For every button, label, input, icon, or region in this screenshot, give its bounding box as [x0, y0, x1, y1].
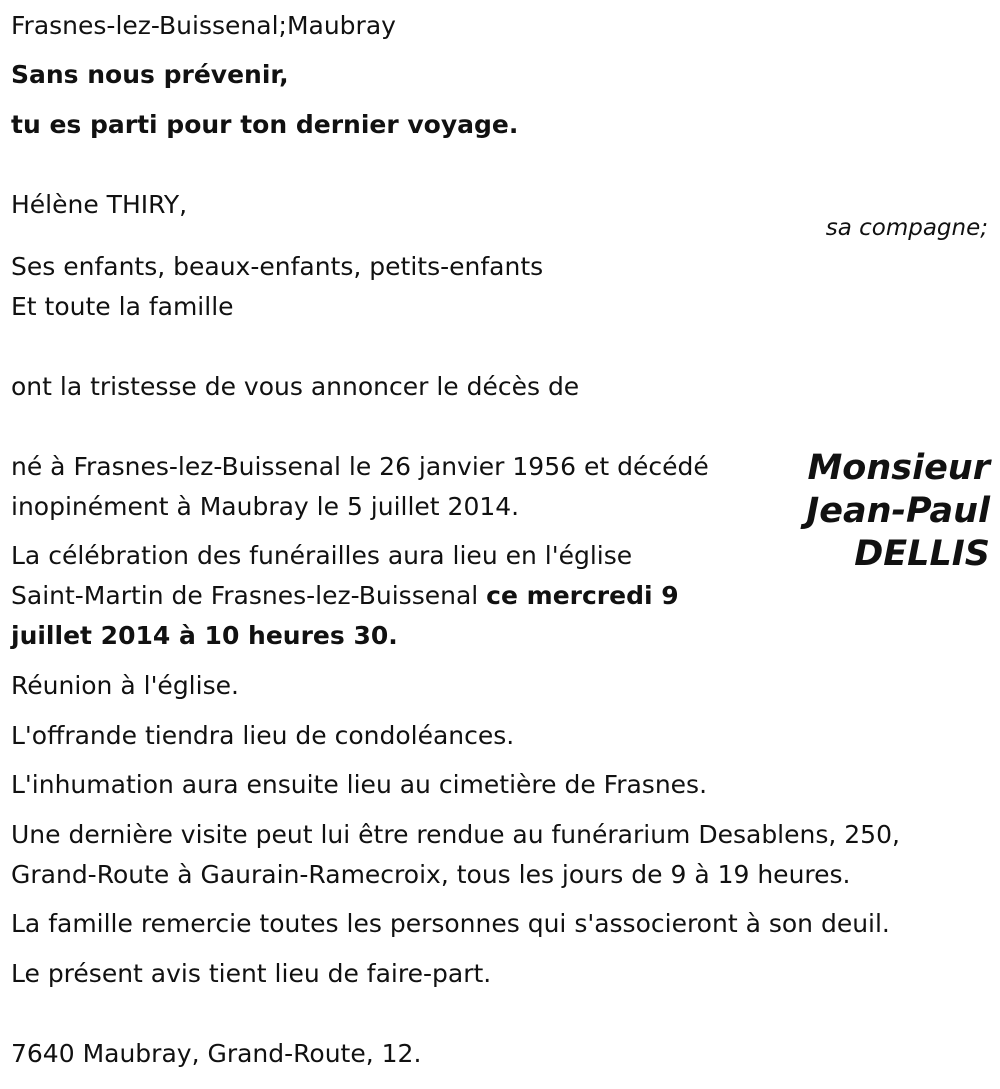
deceased-first-name: Jean-Paul	[806, 491, 990, 531]
funeral-line-1: La célébration des funérailles aura lieu en l'église	[11, 541, 633, 570]
funeral-place: Saint-Martin de Frasnes-lez-Buissenal	[11, 581, 487, 610]
verse-line-2: tu es parti pour ton dernier voyage.	[11, 110, 519, 139]
birth-line-1: né à Frasnes-lez-Buissenal le 26 janvier 1956 et décédé	[11, 452, 709, 481]
birth-line-2: inopinément à Maubray le 5 juillet 2014.	[11, 492, 520, 521]
deceased-last-name: DELLIS	[854, 534, 990, 574]
deceased-title: Monsieur	[807, 448, 990, 488]
partner-relation: sa compagne;	[825, 215, 988, 241]
locality-header: Frasnes-lez-Buissenal;Maubray	[11, 11, 396, 40]
offering-info: L'offrande tiendra lieu de condoléances.	[11, 721, 515, 750]
meeting-info: Réunion à l'église.	[11, 671, 239, 700]
family-line: Et toute la famille	[11, 292, 234, 321]
funeral-date: ce mercredi 9	[486, 581, 679, 610]
funeral-line-2	[11, 576, 679, 616]
thanks-line: La famille remercie toutes les personnes qui s'associeront à son deuil.	[11, 909, 890, 938]
footer-address: 7640 Maubray, Grand-Route, 12.	[11, 1039, 422, 1068]
children-line: Ses enfants, beaux-enfants, petits-enfants	[11, 252, 544, 281]
partner-name: Hélène THIRY,	[11, 190, 188, 219]
deceased-name	[806, 447, 990, 576]
announcement-intro: ont la tristesse de vous annoncer le décès de	[11, 372, 580, 401]
visit-line-2: Grand-Route à Gaurain-Ramecroix, tous les jours de 9 à 19 heures.	[11, 860, 851, 889]
funeral-line-3: juillet 2014 à 10 heures 30.	[11, 621, 398, 650]
notice-line: Le présent avis tient lieu de faire-part.	[11, 959, 492, 988]
burial-info: L'inhumation aura ensuite lieu au cimetière de Frasnes.	[11, 770, 708, 799]
verse-line-1: Sans nous prévenir,	[11, 60, 289, 89]
visit-line-1: Une dernière visite peut lui être rendue au funérarium Desablens, 250,	[11, 820, 900, 849]
